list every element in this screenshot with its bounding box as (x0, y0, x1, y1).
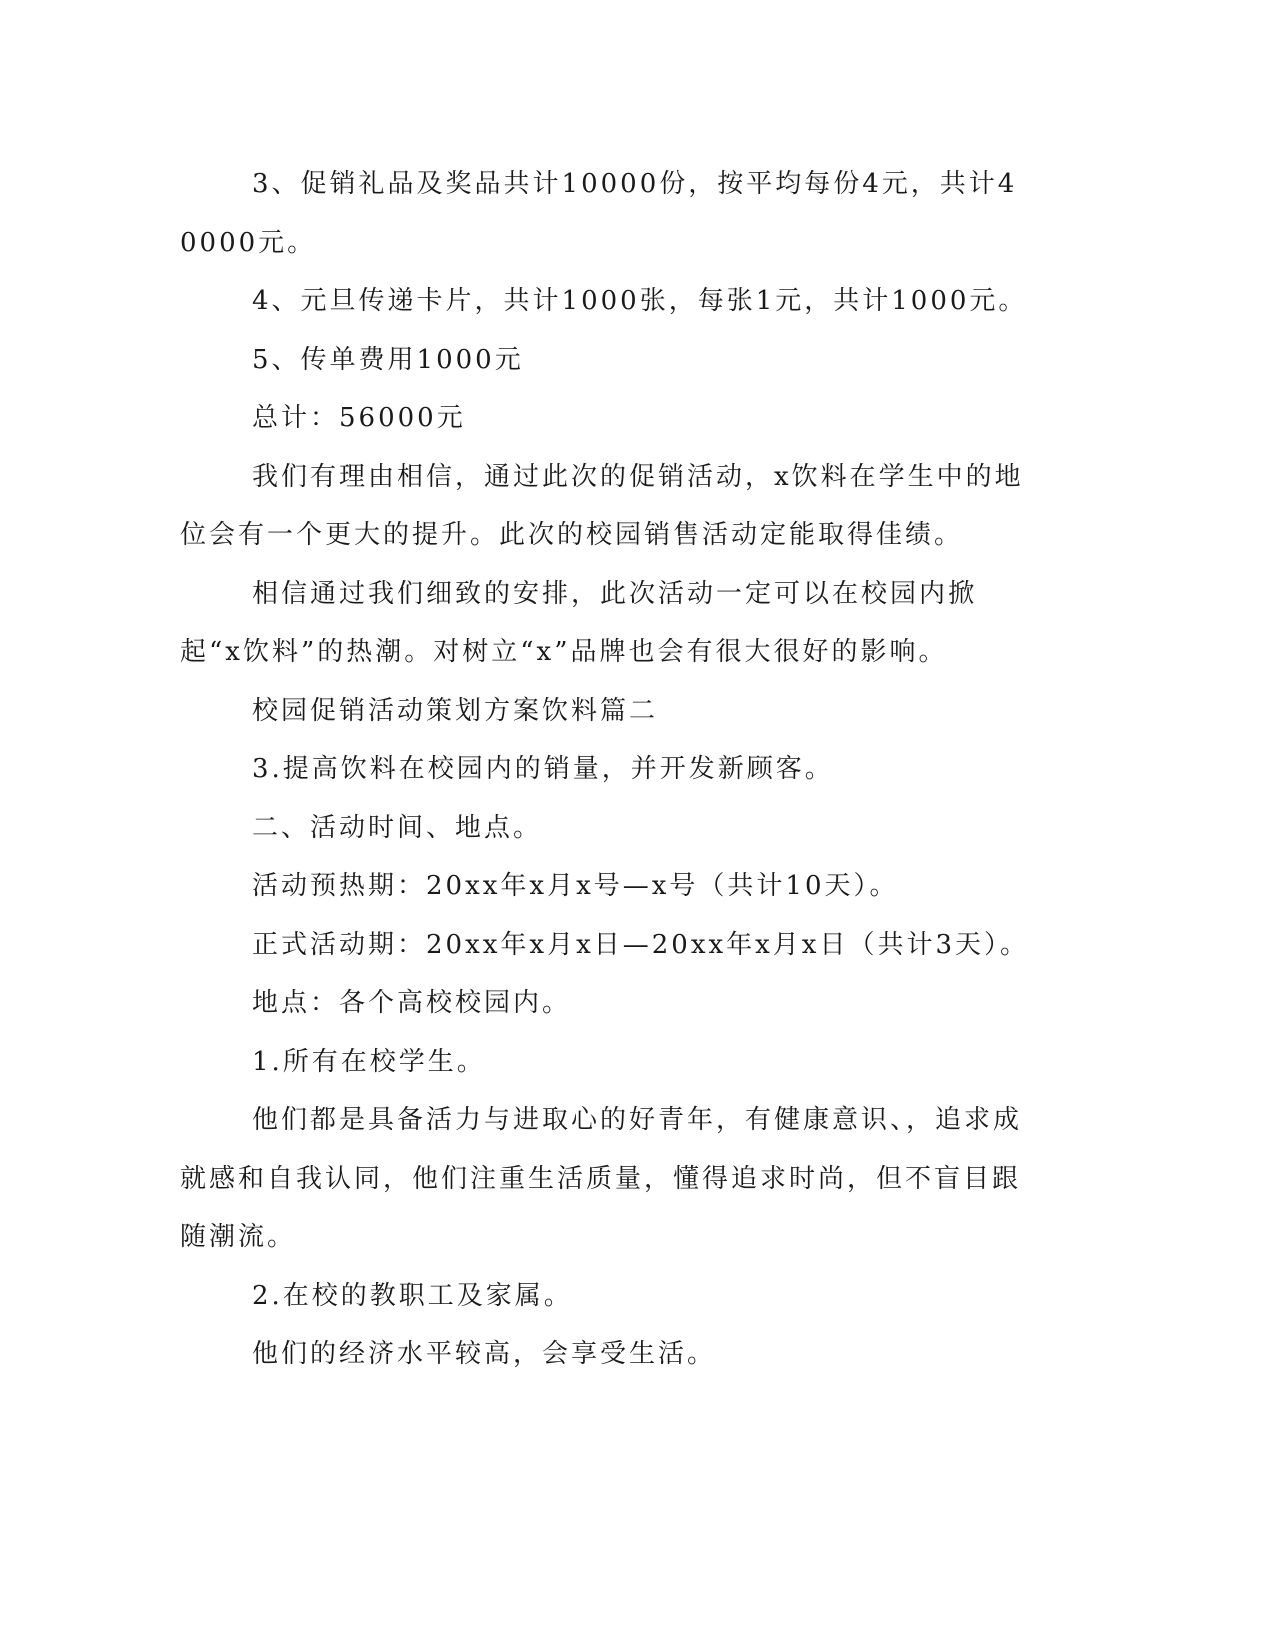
paragraph-total-cost: 总计：56000元 (252, 403, 466, 433)
paragraph-card-cost: 4、元旦传递卡片，共计1000张，每张1元，共计1000元。 (252, 286, 1028, 316)
paragraph-students-description: 他们都是具备活力与进取心的好青年，有健康意识、，追求成就感和自我认同，他们注重生活质量，懂得追求时尚，但不盲目跟随潮流。 (180, 1105, 1023, 1252)
paragraph-warmup-period: 活动预热期：20xx年x月x号—x号（共计10天）。 (252, 871, 899, 901)
paragraph-staff-description: 他们的经济水平较高，会享受生活。 (252, 1339, 717, 1369)
paragraph-brand-impact: 相信通过我们细致的安排，此次活动一定可以在校园内掀起“x饮料”的热潮。对树立“x”品牌也会有很大很好的影响。 (180, 578, 978, 667)
paragraph-expectation: 我们有理由相信，通过此次的促销活动，x饮料在学生中的地位会有一个更大的提升。此次的校园销售活动定能取得佳绩。 (180, 461, 1024, 550)
document-body (180, 155, 1035, 1384)
paragraph-sales-goal: 3.提高饮料在校园内的销量，并开发新顾客。 (252, 754, 834, 784)
paragraph-time-place-heading: 二、活动时间、地点。 (252, 812, 543, 843)
paragraph-location: 地点：各个高校校园内。 (252, 988, 572, 1018)
paragraph-flyer-cost: 5、传单费用1000元 (252, 344, 524, 375)
section-heading: 校园促销活动策划方案饮料篇二 (252, 695, 659, 726)
paragraph-gift-cost: 3、促销礼品及奖品共计10000份，按平均每份4元，共计40000元。 (180, 169, 1018, 258)
paragraph-audience-staff: 2.在校的教职工及家属。 (252, 1280, 573, 1311)
paragraph-audience-students: 1.所有在校学生。 (252, 1046, 486, 1077)
paragraph-official-period: 正式活动期：20xx年x月x日—20xx年x月x日（共计3天）。 (252, 929, 1030, 960)
